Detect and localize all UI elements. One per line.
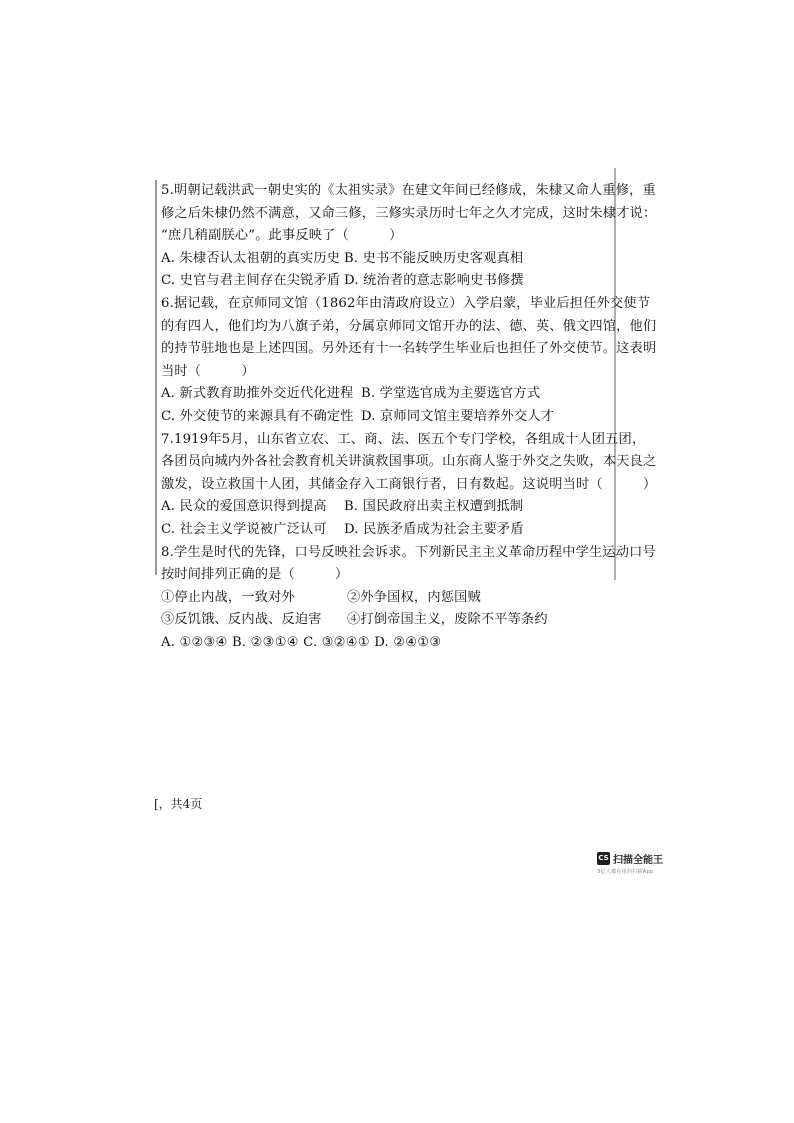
q5-option-c: C. 史官与君主间存在尖锐矛盾	[161, 273, 341, 289]
q6-option-b: B. 学堂选官成为主要选官方式	[361, 386, 541, 402]
q5-options-row-2	[161, 270, 616, 293]
q8-items-row-1	[161, 587, 616, 610]
q6-option-c: C. 外交使节的来源具有不确定性	[161, 408, 354, 424]
q6-line-1: 6.据记载，在京师同文馆（1862年由清政府设立）入学启蒙，毕业后担任外交使节	[161, 295, 651, 311]
q6-line-4: 当时（ ）	[161, 363, 255, 379]
q8-items-row-2	[161, 609, 616, 632]
q6-options-row-1	[161, 383, 616, 406]
q6-option-d: D. 京师同文馆主要培养外交人才	[361, 408, 555, 424]
q8-item-2: ②外争国权，内惩国贼	[347, 589, 481, 605]
page-footer: [，共4页	[154, 797, 203, 811]
q5-options-row-1	[161, 248, 616, 271]
q5-line-2: 修之后朱棣仍然不满意，又命三修，三修实录历时七年之久才完成，这时朱棣才说：	[161, 205, 657, 221]
q7-line-2: 各团员向城内外各社会教育机关讲演救国事项。山东商人鉴于外交之失败，本天良之	[161, 454, 657, 470]
scan-left-rule	[155, 180, 157, 575]
q5-line-3: “庶几稍副朕心”。此事反映了（ ）	[161, 228, 403, 244]
q8-item-3: ③反饥饿、反内战、反迫害	[161, 612, 322, 628]
q6-line-3: 的持节驻地也是上述四国。另外还有十一名转学生毕业后也担任了外交使节。这表明	[161, 341, 657, 357]
q7-option-c: C. 社会主义学说被广泛认可	[161, 521, 327, 537]
q8-item-1: ①停止内战，一致对外	[161, 589, 295, 605]
watermark-app-name: 扫描全能王	[613, 855, 663, 866]
watermark-header	[597, 851, 663, 866]
q5-option-a: A. 朱棣否认太祖朝的真实历史	[161, 250, 341, 266]
camscanner-logo-icon: CS	[597, 852, 610, 865]
q8-line-1: 8.学生是时代的先锋，口号反映社会诉求。下列新民主主义革命历程中学生运动口号	[161, 544, 656, 560]
q5-option-b: B. 史书不能反映历史客观真相	[344, 250, 524, 266]
watermark-tagline: 3亿人都在用的扫描App	[597, 869, 654, 875]
q8-item-4: ④打倒帝国主义，废除不平等条约	[347, 612, 548, 628]
q6-option-a: A. 新式教育助推外交近代化进程	[161, 386, 354, 402]
q8-answer-choices: A. ①②③④ B. ②③①④ C. ③②④① D. ②④①③	[161, 634, 442, 650]
q7-line-3: 激发，设立救国十人团，其储金存入工商银行者，日有数起。这说明当时（ ）	[161, 476, 657, 492]
q8-line-2: 按时间排列正确的是（ ）	[161, 567, 349, 583]
q7-options-row-2	[161, 519, 616, 542]
q6-line-2: 的有四人，他们均为八旗子弟，分属京师同文馆开办的法、德、英、俄文四馆，他们	[161, 318, 657, 334]
question-content	[161, 180, 657, 654]
scanner-watermark	[597, 851, 663, 875]
q7-option-b: B. 国民政府出卖主权遭到抵制	[344, 499, 524, 515]
q6-options-row-2	[161, 406, 616, 429]
q5-option-d: D. 统治者的意志影响史书修撰	[344, 273, 524, 289]
q7-option-d: D. 民族矛盾成为社会主要矛盾	[344, 521, 524, 537]
q7-line-1: 7.1919年5月，山东省立农、工、商、法、医五个专门学校，各组成十人团五团，	[161, 431, 646, 447]
q7-options-row-1	[161, 496, 616, 519]
q5-line-1: 5.明朝记载洪武一朝史实的《太祖实录》在建文年间已经修成，朱棣又命人重修，重	[161, 183, 656, 198]
q7-option-a: A. 民众的爱国意识得到提高	[161, 499, 327, 515]
